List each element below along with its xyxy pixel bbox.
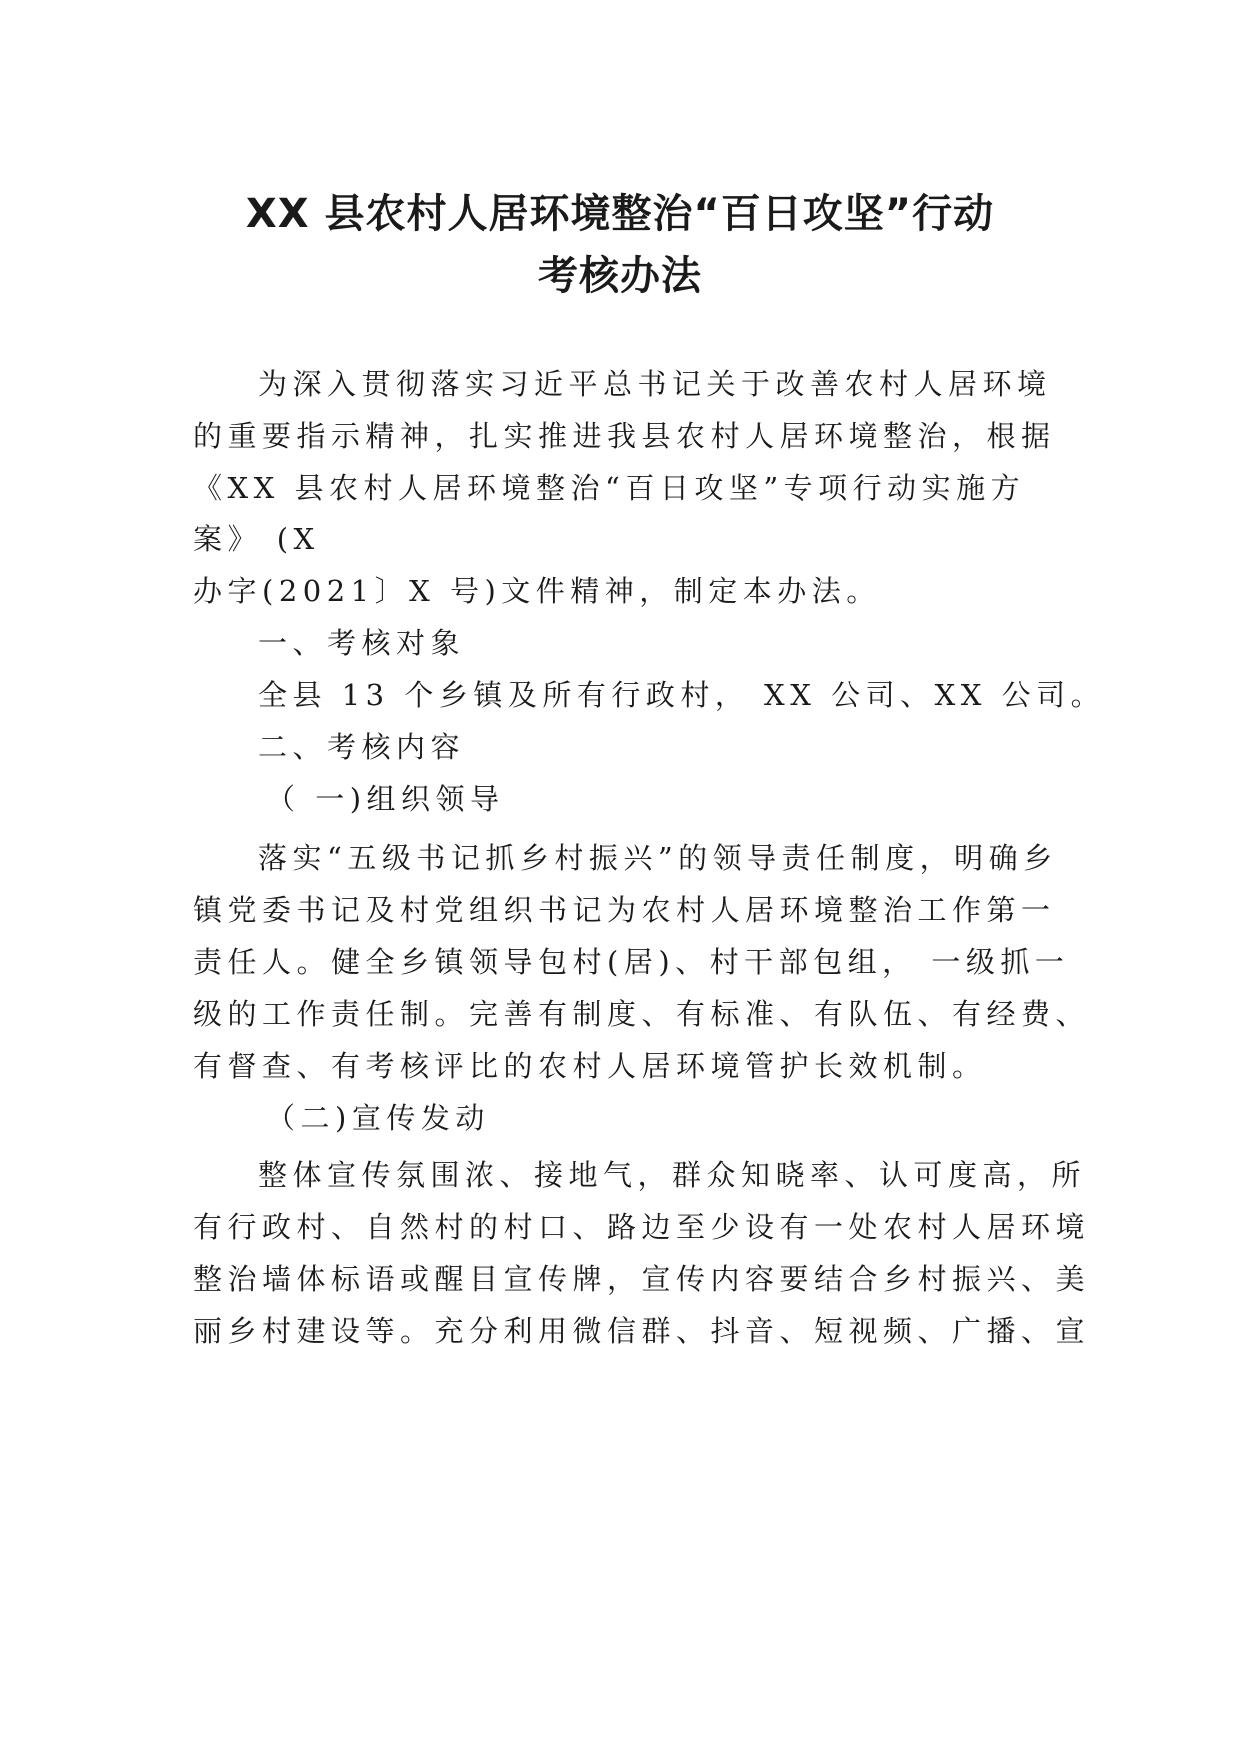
paragraph-intro-line-1: 为深入贯彻落实习近平总书记关于改善农村人居环境: [258, 367, 1052, 401]
subsection-2-line-2: 有行政村、自然村的村口、路边至少设有一处农村人居环境: [193, 1210, 1091, 1244]
paragraph-intro-line-2: 的重要指示精神，扎实推进我县农村人居环境整治，根据: [193, 419, 1056, 453]
subsection-2-line-3: 整治墙体标语或醒目宣传牌，宣传内容要结合乡村振兴、美: [193, 1262, 1091, 1296]
paragraph-intro-line-3: 《XX 县农村人居环境整治“百日攻坚”专项行动实施方: [193, 471, 1026, 505]
section-heading-1: 一、考核对象: [258, 626, 466, 660]
subsection-1-line-3: 责任人。健全乡镇领导包村(居)、村干部包组， 一级抓一: [193, 945, 1070, 979]
section-heading-2: 二、考核内容: [258, 730, 466, 764]
subsection-2-line-1: 整体宣传氛围浓、接地气，群众知晓率、认可度高，所: [258, 1158, 1087, 1192]
document-title-line-2: 考核办法: [538, 253, 702, 299]
subsection-1-line-4: 级的工作责任制。完善有制度、有标准、有队伍、有经费、: [193, 997, 1091, 1031]
subsection-1-line-5: 有督查、有考核评比的农村人居环境管护长效机制。: [193, 1049, 987, 1083]
subsection-heading-2: （二)宣传发动: [266, 1101, 490, 1135]
subsection-heading-1: （ 一)组织领导: [266, 782, 505, 816]
subsection-1-line-2: 镇党委书记及村党组织书记为农村人居环境整治工作第一: [193, 893, 1056, 927]
document-title-line-1: XX 县农村人居环境整治“百日攻坚”行动: [245, 191, 995, 237]
section-1-text: 全县 13 个乡镇及所有行政村， XX 公司、XX 公司。: [258, 678, 1106, 712]
paragraph-intro-line-4: 案》 (X: [193, 522, 320, 556]
paragraph-intro-line-5: 办字(2021〕X 号)文件精神，制定本办法。: [193, 574, 881, 608]
subsection-1-line-1: 落实“五级书记抓乡村振兴”的领导责任制度，明确乡: [258, 841, 1058, 875]
subsection-2-line-4: 丽乡村建设等。充分利用微信群、抖音、短视频、广播、宣: [193, 1314, 1091, 1348]
